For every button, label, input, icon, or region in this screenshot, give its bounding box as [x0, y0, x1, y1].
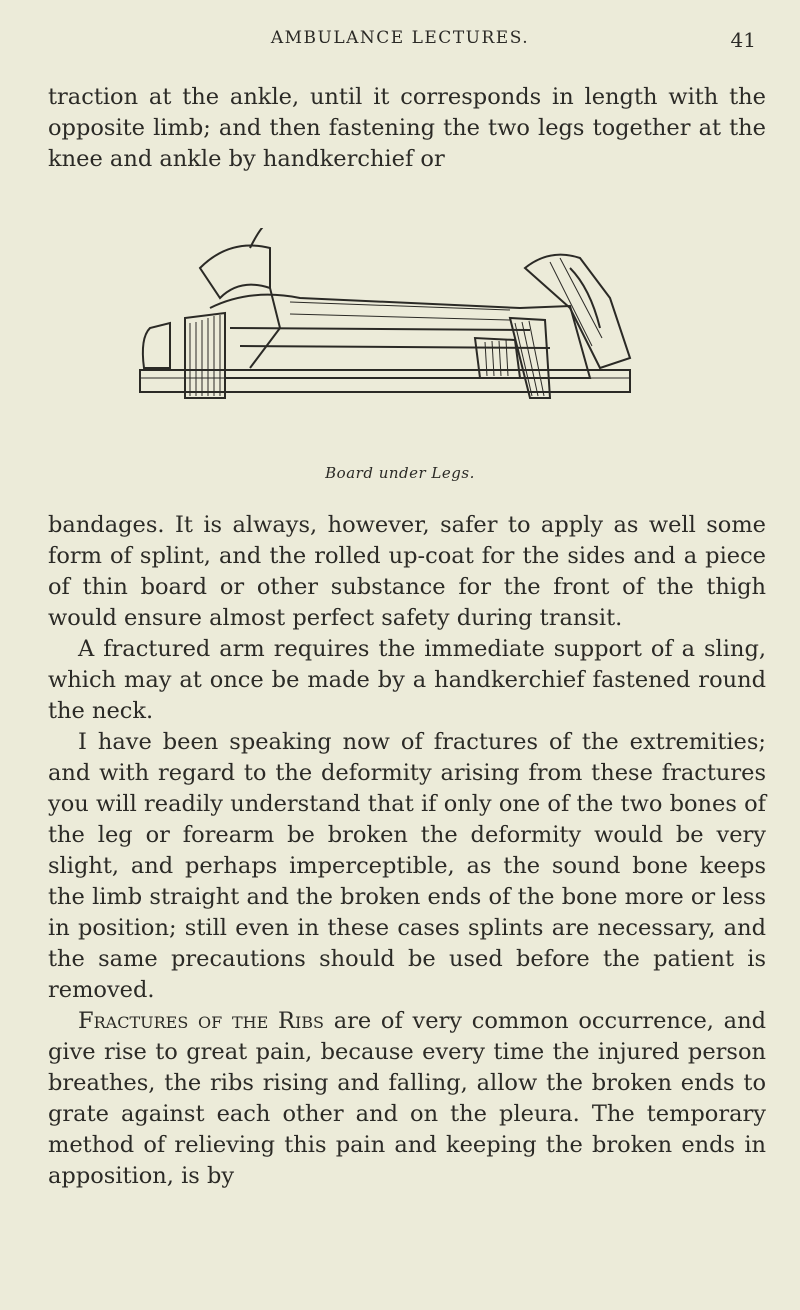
section-heading-ribs: Fractures of the Ribs: [78, 1008, 324, 1034]
paragraph-2: bandages. It is always, however, safer to apply as well some form of splint, and the rolled up-coat for the sides and a piece of thin board or other substance for the front of the thigh would ensure almost perfect safety during transit.: [48, 512, 766, 631]
figure-caption: Board under Legs.: [325, 464, 475, 482]
paragraph-5: [48, 1006, 766, 1192]
page-number: 41: [730, 28, 756, 52]
paragraph-4: I have been speaking now of fractures of the extremities; and with regard to the deformity arising from these fractures you will readily understand that if only one of the two bones of the leg or forearm be broken the deformity would be very slight, and perhaps imperceptible, as the sound bone keeps the limb straight and the broken ends of the bone more or less in position; still even in these cases splints are necessary, and the same precautions should be used before the patient is removed.: [48, 729, 766, 1003]
paragraph-3: A fractured arm requires the immediate support of a sling, which may at once be made by a handkerchief fastened round the neck.: [48, 636, 766, 724]
body-text-after-figure: [0, 510, 800, 1192]
running-title: AMBULANCE LECTURES.: [270, 28, 530, 48]
paragraph-1: traction at the ankle, until it corresponds in length with the opposite limb; and then fastening the two legs together at the knee and ankle by handkerchief or: [48, 84, 766, 172]
paragraph-5-text: are of very common occurrence, and give rise to great pain, because every time the injured person breathes, the ribs rising and falling, allow the broken ends to grate against each other and on the pleura. The temporary method of relieving this pain and keeping the broken ends in apposition, is by: [48, 1008, 766, 1189]
board-under-legs-illustration: [130, 228, 650, 448]
